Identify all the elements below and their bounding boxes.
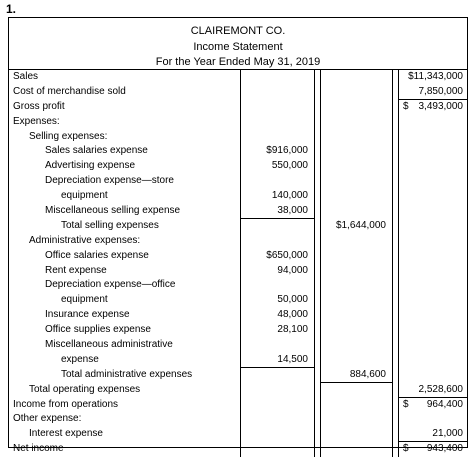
statement-row bbox=[9, 412, 467, 427]
amount-col-3 bbox=[398, 368, 468, 383]
amount-col-3 bbox=[398, 442, 468, 457]
row-label: Other expense: bbox=[13, 413, 82, 425]
statement-row bbox=[9, 174, 467, 189]
amount-col-2 bbox=[320, 249, 393, 264]
amount-col-2 bbox=[320, 338, 393, 353]
amount-col-3 bbox=[398, 323, 468, 338]
statement-row bbox=[9, 204, 467, 219]
amount-col-1 bbox=[240, 70, 315, 85]
amount-value: 550,000 bbox=[271, 160, 308, 172]
row-label: Rent expense bbox=[45, 264, 107, 276]
amount-col-1 bbox=[240, 353, 315, 368]
row-label: expense bbox=[61, 353, 99, 365]
row-label: Income from operations bbox=[13, 398, 119, 410]
amount-col-1 bbox=[240, 85, 315, 100]
amount-value: $916,000 bbox=[266, 145, 308, 157]
amount-col-2 bbox=[320, 383, 393, 398]
statement-row bbox=[9, 293, 467, 308]
statement-row bbox=[9, 383, 467, 398]
statement-rows bbox=[9, 70, 467, 457]
amount-col-2 bbox=[320, 115, 393, 130]
amount-col-2 bbox=[320, 323, 393, 338]
amount-col-3 bbox=[398, 115, 468, 130]
amount-col-3 bbox=[398, 219, 468, 234]
amount-col-1 bbox=[240, 115, 315, 130]
statement-row bbox=[9, 398, 467, 413]
amount-value: 21,000 bbox=[432, 428, 463, 440]
row-label: Selling expenses: bbox=[29, 130, 108, 142]
amount-col-3 bbox=[398, 353, 468, 368]
amount-col-1 bbox=[240, 278, 315, 293]
amount-col-3 bbox=[398, 144, 468, 159]
row-label: Interest expense bbox=[29, 428, 103, 440]
amount-col-2 bbox=[320, 234, 393, 249]
row-label: Sales bbox=[13, 71, 39, 82]
amount-col-3 bbox=[398, 264, 468, 279]
amount-col-2 bbox=[320, 264, 393, 279]
amount-col-2 bbox=[320, 293, 393, 308]
statement-row bbox=[9, 368, 467, 383]
amount-col-2 bbox=[320, 174, 393, 189]
amount-value: 14,500 bbox=[277, 353, 308, 365]
amount-col-2 bbox=[320, 159, 393, 174]
amount-col-1 bbox=[240, 100, 315, 115]
row-label: Expenses: bbox=[13, 115, 60, 127]
amount-value: 94,000 bbox=[277, 264, 308, 276]
amount-value: 50,000 bbox=[277, 294, 308, 306]
amount-col-2 bbox=[320, 100, 393, 115]
amount-value: 28,100 bbox=[277, 324, 308, 336]
amount-col-2 bbox=[320, 70, 393, 85]
amount-col-2 bbox=[320, 427, 393, 442]
row-label: Office supplies expense bbox=[45, 324, 151, 336]
statement-row bbox=[9, 189, 467, 204]
amount-col-3 bbox=[398, 293, 468, 308]
statement-row bbox=[9, 219, 467, 234]
amount-value: 2,528,600 bbox=[418, 383, 463, 395]
amount-col-2 bbox=[320, 278, 393, 293]
amount-col-1 bbox=[240, 174, 315, 189]
amount-col-2 bbox=[320, 368, 393, 383]
dollar-sign: $ bbox=[403, 398, 409, 410]
amount-col-2 bbox=[320, 308, 393, 323]
amount-col-1 bbox=[240, 368, 315, 383]
statement-row bbox=[9, 264, 467, 279]
statement-row bbox=[9, 115, 467, 130]
amount-value: 7,850,000 bbox=[418, 85, 463, 97]
statement-row bbox=[9, 338, 467, 353]
row-label: Depreciation expense—office bbox=[45, 279, 176, 291]
amount-col-3 bbox=[398, 412, 468, 427]
amount-col-3 bbox=[398, 70, 468, 85]
statement-row bbox=[9, 85, 467, 100]
statement-row bbox=[9, 427, 467, 442]
row-label: Office salaries expense bbox=[45, 249, 149, 261]
dollar-sign: $ bbox=[403, 443, 409, 455]
amount-col-1 bbox=[240, 398, 315, 413]
row-label: Total administrative expenses bbox=[61, 368, 193, 380]
amount-col-3 bbox=[398, 249, 468, 264]
statement-row bbox=[9, 353, 467, 368]
amount-col-3 bbox=[398, 427, 468, 442]
amount-value: 3,493,000 bbox=[418, 100, 463, 112]
dollar-sign: $ bbox=[403, 100, 409, 112]
amount-col-3 bbox=[398, 234, 468, 249]
row-label: Miscellaneous administrative bbox=[45, 339, 173, 351]
statement-row bbox=[9, 249, 467, 264]
row-label: Administrative expenses: bbox=[29, 234, 141, 246]
statement-row bbox=[9, 278, 467, 293]
row-label: Total operating expenses bbox=[29, 383, 141, 395]
amount-col-1 bbox=[240, 427, 315, 442]
amount-col-2 bbox=[320, 353, 393, 368]
amount-value: 943,400 bbox=[426, 443, 463, 455]
amount-col-3 bbox=[398, 130, 468, 145]
row-label: equipment bbox=[61, 294, 108, 306]
row-label: Depreciation expense—store bbox=[45, 175, 174, 187]
amount-col-1 bbox=[240, 442, 315, 457]
income-statement-table bbox=[8, 17, 468, 455]
row-label: Total selling expenses bbox=[61, 219, 159, 231]
amount-col-1 bbox=[240, 219, 315, 234]
amount-col-3 bbox=[398, 189, 468, 204]
amount-col-2 bbox=[320, 144, 393, 159]
statement-row bbox=[9, 144, 467, 159]
amount-col-2 bbox=[320, 219, 393, 234]
amount-col-3 bbox=[398, 100, 468, 115]
amount-col-3 bbox=[398, 204, 468, 219]
amount-col-3 bbox=[398, 174, 468, 189]
amount-value: 140,000 bbox=[271, 190, 308, 202]
statement-row bbox=[9, 130, 467, 145]
amount-col-1 bbox=[240, 412, 315, 427]
amount-col-3 bbox=[398, 308, 468, 323]
amount-col-1 bbox=[240, 383, 315, 398]
amount-col-3 bbox=[398, 383, 468, 398]
row-label: equipment bbox=[61, 190, 108, 202]
amount-col-2 bbox=[320, 412, 393, 427]
amount-col-1 bbox=[240, 308, 315, 323]
amount-value: $1,644,000 bbox=[335, 219, 386, 231]
amount-col-2 bbox=[320, 398, 393, 413]
amount-col-2 bbox=[320, 442, 393, 457]
amount-col-2 bbox=[320, 130, 393, 145]
statement-row bbox=[9, 234, 467, 249]
amount-value: 884,600 bbox=[349, 368, 386, 380]
amount-col-1 bbox=[240, 130, 315, 145]
amount-col-2 bbox=[320, 85, 393, 100]
company-name: CLAIREMONT CO. bbox=[190, 25, 286, 37]
amount-col-1 bbox=[240, 159, 315, 174]
row-label: Sales salaries expense bbox=[45, 145, 148, 157]
row-label: Miscellaneous selling expense bbox=[45, 205, 181, 217]
statement-row bbox=[9, 159, 467, 174]
amount-col-3 bbox=[398, 278, 468, 293]
statement-period: For the Year Ended May 31, 2019 bbox=[155, 56, 321, 68]
amount-col-1 bbox=[240, 338, 315, 353]
statement-row bbox=[9, 442, 467, 457]
amount-value: 38,000 bbox=[277, 205, 308, 217]
statement-title: Income Statement bbox=[193, 41, 283, 53]
row-label: Net income bbox=[13, 443, 64, 455]
row-label: Cost of merchandise sold bbox=[13, 85, 126, 97]
amount-value: $650,000 bbox=[266, 249, 308, 261]
statement-row bbox=[9, 70, 467, 85]
amount-value: 48,000 bbox=[277, 309, 308, 321]
amount-col-1 bbox=[240, 293, 315, 308]
amount-col-2 bbox=[320, 189, 393, 204]
amount-col-2 bbox=[320, 204, 393, 219]
row-label: Gross profit bbox=[13, 100, 65, 112]
amount-col-1 bbox=[240, 144, 315, 159]
amount-col-1 bbox=[240, 204, 315, 219]
amount-col-1 bbox=[240, 323, 315, 338]
amount-col-3 bbox=[398, 338, 468, 353]
question-number: 1. bbox=[6, 2, 17, 16]
statement-row bbox=[9, 308, 467, 323]
amount-col-1 bbox=[240, 234, 315, 249]
amount-col-1 bbox=[240, 264, 315, 279]
row-label: Insurance expense bbox=[45, 309, 130, 321]
amount-value: 964,400 bbox=[426, 398, 463, 410]
statement-row bbox=[9, 100, 467, 115]
amount-col-1 bbox=[240, 249, 315, 264]
amount-col-3 bbox=[398, 159, 468, 174]
amount-col-3 bbox=[398, 398, 468, 413]
amount-col-1 bbox=[240, 189, 315, 204]
amount-value: $11,343,000 bbox=[408, 71, 463, 82]
statement-row bbox=[9, 323, 467, 338]
amount-col-3 bbox=[398, 85, 468, 100]
row-label: Advertising expense bbox=[45, 160, 136, 172]
